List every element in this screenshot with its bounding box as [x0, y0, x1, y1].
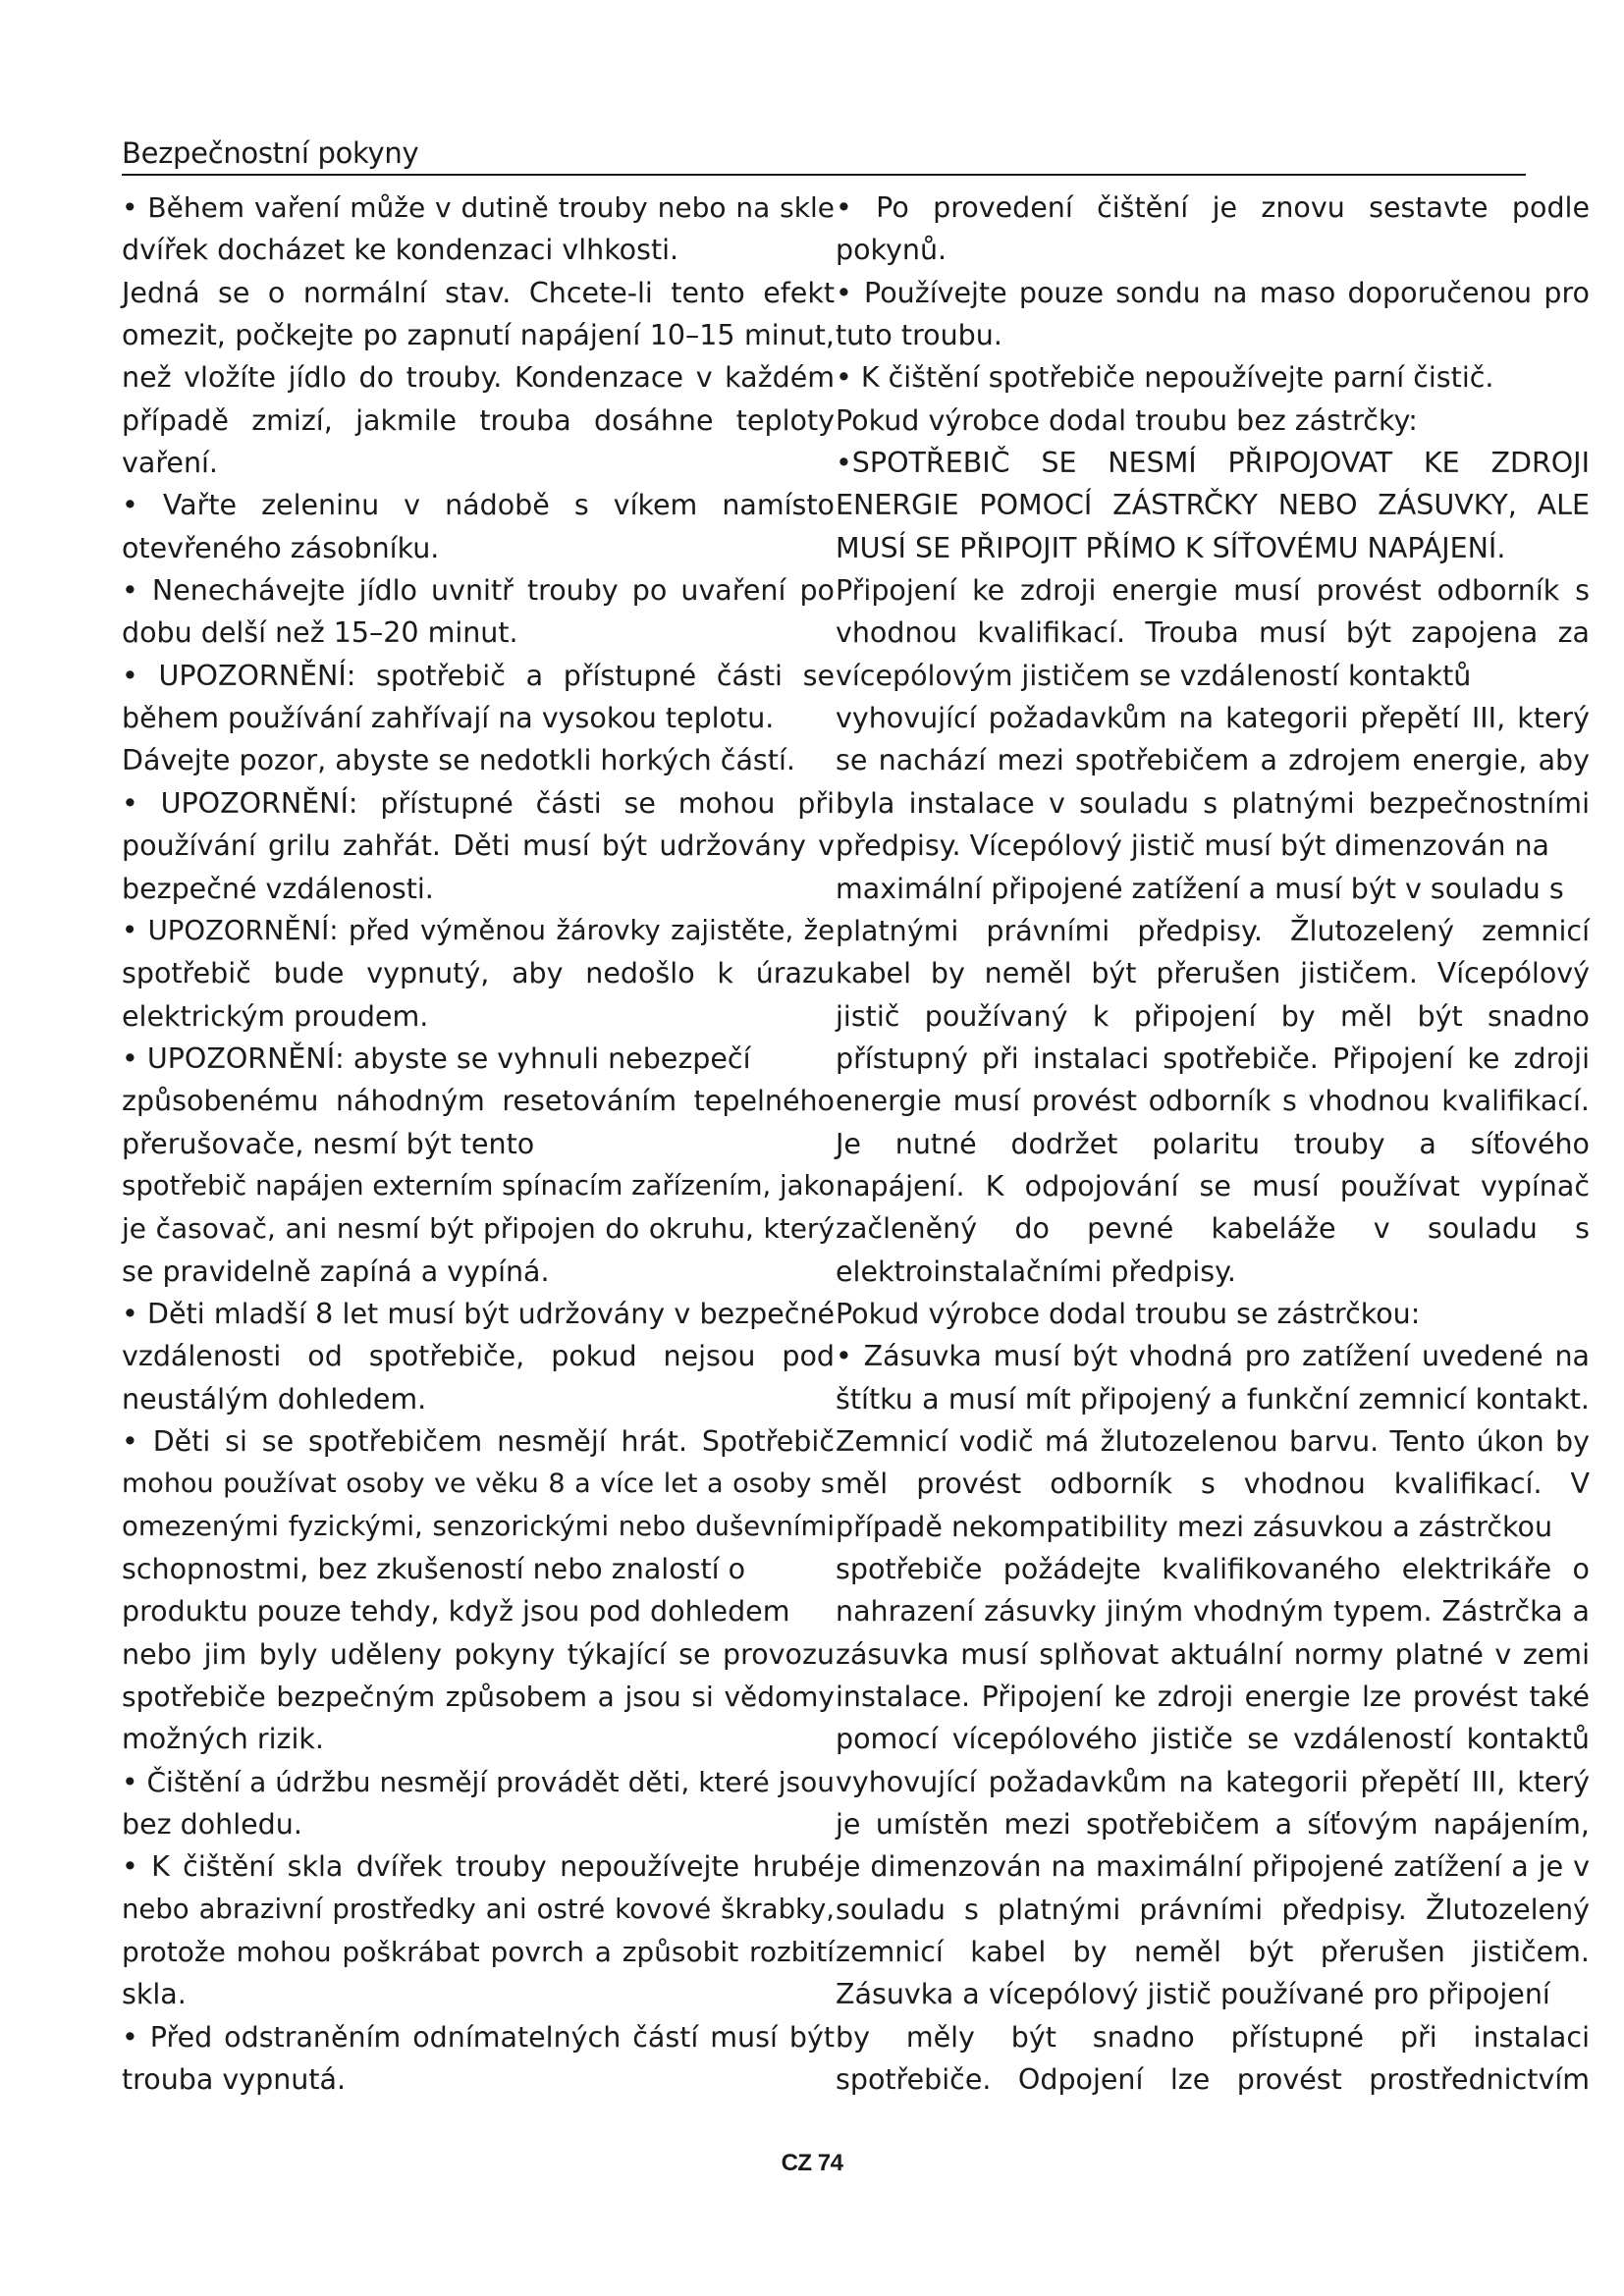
text-line: je časovač, ani nesmí být připojen do okruhu, který [122, 1212, 835, 1246]
text-line: pokynů. [836, 234, 947, 267]
text-line: • Používejte pouze sondu na maso doporučenou pro [836, 276, 1590, 309]
text-line: vhodnou kvalifikací. Trouba musí být zapojena za [836, 616, 1590, 650]
text-line: nebo jim byly uděleny pokyny týkající se provozu [122, 1637, 835, 1671]
page-title: Bezpečnostní pokyny [122, 136, 419, 170]
text-line: dobu delší než 15–20 minut. [122, 616, 518, 650]
text-line: instalace. Připojení ke zdroji energie lze provést také [836, 1681, 1590, 1714]
text-line: Dávejte pozor, abyste se nedotkli horkých částí. [122, 744, 795, 777]
left-text-column [122, 187, 835, 2101]
text-line: • Zásuvka musí být vhodná pro zatížení uvedené na [836, 1340, 1590, 1373]
text-line: byla instalace v souladu s platnými bezpečnostními [836, 786, 1590, 820]
text-line: předpisy. Vícepólový jistič musí být dimenzován na [836, 829, 1549, 863]
text-line: • Děti mladší 8 let musí být udržovány v bezpečné [122, 1297, 835, 1330]
text-line: nahrazení zásuvky jiným vhodným typem. Zástrčka a [836, 1595, 1590, 1629]
text-line: je umístěn mezi spotřebičem a síťovým napájením, [836, 1808, 1590, 1842]
text-line: • Před odstraněním odnímatelných částí musí být [122, 2020, 835, 2054]
heading-divider [122, 174, 1526, 176]
text-line: kabel by neměl být přerušen jističem. Vícepólový [836, 957, 1590, 990]
text-line: dvířek docházet ke kondenzaci vlhkosti. [122, 234, 679, 267]
text-line: • Čištění a údržbu nesmějí provádět děti, které jsou [122, 1765, 835, 1798]
text-line: • UPOZORNĚNÍ: abyste se vyhnuli nebezpečí [122, 1041, 751, 1075]
text-line: spotřebiče bezpečným způsobem a jsou si vědomy [122, 1681, 835, 1714]
text-line: během používání zahřívají na vysokou teplotu. [122, 702, 775, 735]
text-line: trouba vypnutá. [122, 2063, 347, 2097]
text-line: skla. [122, 1978, 187, 2011]
text-line: • Děti si se spotřebičem nesmějí hrát. Spotřebič [122, 1424, 835, 1458]
text-line: způsobenému náhodným resetováním tepelného [122, 1085, 835, 1118]
text-line: otevřeného zásobníku. [122, 531, 440, 564]
text-line: Zemnicí vodič má žlutozelenou barvu. Tento úkon by [836, 1424, 1590, 1458]
text-line: omezit, počkejte po zapnutí napájení 10–15 minut, [122, 319, 835, 352]
text-line: se pravidelně zapíná a vypíná. [122, 1255, 550, 1288]
text-line: přístupný při instalaci spotřebiče. Připojení ke zdroji [836, 1041, 1590, 1075]
text-line: Je nutné dodržet polaritu trouby a síťového [836, 1127, 1590, 1160]
text-line: vaření. [122, 447, 218, 480]
text-line: • UPOZORNĚNÍ: spotřebič a přístupné části se [122, 659, 835, 692]
text-line: Pokud výrobce dodal troubu bez zástrčky: [836, 403, 1418, 437]
text-line: protože mohou poškrábat povrch a způsobit rozbití [122, 1936, 835, 1969]
text-line: bez dohledu. [122, 1808, 302, 1842]
text-line: energie musí provést odborník s vhodnou kvalifikací. [836, 1085, 1590, 1118]
text-line: přerušovače, nesmí být tento [122, 1127, 535, 1160]
text-line: je dimenzován na maximální připojené zatížení a je v [836, 1850, 1590, 1884]
text-line: tuto troubu. [836, 319, 1002, 352]
text-line: spotřebič bude vypnutý, aby nedošlo k úrazu [122, 957, 835, 990]
text-line: začleněný do pevné kabeláže v souladu s [836, 1212, 1590, 1246]
text-line: štítku a musí mít připojený a funkční zemnicí kontakt. [836, 1382, 1590, 1415]
text-line: omezenými fyzickými, senzorickými nebo duševními [122, 1510, 835, 1542]
text-line: • Po provedení čištění je znovu sestavte podle [836, 191, 1590, 224]
text-line: Připojení ke zdroji energie musí provést odborník s [836, 574, 1590, 608]
right-text-column [836, 187, 1590, 2101]
text-line: vyhovující požadavkům na kategorii přepětí III, který [836, 702, 1590, 735]
text-line: • UPOZORNĚNÍ: před výměnou žárovky zajistěte, že [122, 914, 835, 946]
text-line: •SPOTŘEBIČ SE NESMÍ PŘIPOJOVAT KE ZDROJI [836, 447, 1590, 480]
text-line: mohou používat osoby ve věku 8 a více let a osoby s [122, 1468, 835, 1500]
text-line: pomocí vícepólového jističe se vzdáleností kontaktů [836, 1723, 1590, 1756]
text-line: případě zmizí, jakmile trouba dosáhne teploty [122, 403, 835, 437]
text-line: vyhovující požadavkům na kategorii přepětí III, který [836, 1765, 1590, 1798]
text-line: měl provést odborník s vhodnou kvalifikací. V [836, 1468, 1590, 1501]
text-line: • UPOZORNĚNÍ: přístupné části se mohou při [122, 786, 835, 820]
text-line: • K čištění spotřebiče nepoužívejte parní čistič. [836, 361, 1494, 395]
text-line: produktu pouze tehdy, když jsou pod dohledem [122, 1595, 790, 1629]
text-line: jistič používaný k připojení by měl být snadno [836, 999, 1590, 1033]
text-line: spotřebič napájen externím spínacím zařízením, jako [122, 1169, 836, 1201]
text-line: bezpečné vzdálenosti. [122, 872, 434, 905]
text-line: Zásuvka a vícepólový jistič používané pro připojení [836, 1978, 1550, 2011]
text-line: případě nekompatibility mezi zásuvkou a zástrčkou [836, 1510, 1553, 1543]
text-line: souladu s platnými právními předpisy. Žlutozelený [836, 1893, 1590, 1926]
text-line: se nachází mezi spotřebičem a zdrojem energie, aby [836, 744, 1590, 777]
text-line: nebo abrazivní prostředky ani ostré kovové škrabky, [122, 1893, 835, 1925]
text-line: ENERGIE POMOCÍ ZÁSTRČKY NEBO ZÁSUVKY, ALE [836, 489, 1590, 522]
text-line: MUSÍ SE PŘIPOJIT PŘÍMO K SÍŤOVÉMU NAPÁJENÍ. [836, 531, 1506, 564]
text-line: Jedná se o normální stav. Chcete-li tento efekt [122, 276, 835, 309]
text-line: než vložíte jídlo do trouby. Kondenzace v každém [122, 361, 835, 395]
text-line: vícepólovým jističem se vzdáleností kontaktů [836, 659, 1472, 692]
text-line: spotřebiče požádejte kvalifikovaného elektrikáře o [836, 1553, 1590, 1585]
text-line: zásuvka musí splňovat aktuální normy platné v zemi [836, 1637, 1590, 1671]
text-line: zemnicí kabel by neměl být přerušen jističem. [836, 1936, 1590, 1969]
text-line: maximální připojené zatížení a musí být v souladu s [836, 872, 1564, 905]
text-line: • K čištění skla dvířek trouby nepoužívejte hrubé [122, 1850, 835, 1884]
text-line: • Vařte zeleninu v nádobě s víkem namísto [122, 489, 835, 522]
text-line: neustálým dohledem. [122, 1382, 427, 1415]
text-line: Pokud výrobce dodal troubu se zástrčkou: [836, 1297, 1421, 1330]
text-line: • Nenechávejte jídlo uvnitř trouby po uvaření po [122, 574, 835, 608]
text-line: • Během vaření může v dutině trouby nebo na skle [122, 191, 835, 224]
text-line: platnými právními předpisy. Žlutozelený zemnicí [836, 914, 1590, 947]
text-line: používání grilu zahřát. Děti musí být udržovány v [122, 829, 835, 863]
text-line: elektroinstalačními předpisy. [836, 1255, 1236, 1288]
text-line: spotřebiče. Odpojení lze provést prostřednictvím [836, 2063, 1590, 2097]
page-number: CZ 74 [781, 2150, 843, 2176]
text-line: by měly být snadno přístupné při instalaci [836, 2020, 1590, 2054]
text-line: elektrickým proudem. [122, 999, 429, 1033]
text-line: vzdálenosti od spotřebiče, pokud nejsou pod [122, 1340, 835, 1373]
text-line: možných rizik. [122, 1723, 324, 1756]
text-line: schopnostmi, bez zkušeností nebo znalostí o [122, 1553, 746, 1585]
text-line: napájení. K odpojování se musí používat vypínač [836, 1169, 1590, 1202]
